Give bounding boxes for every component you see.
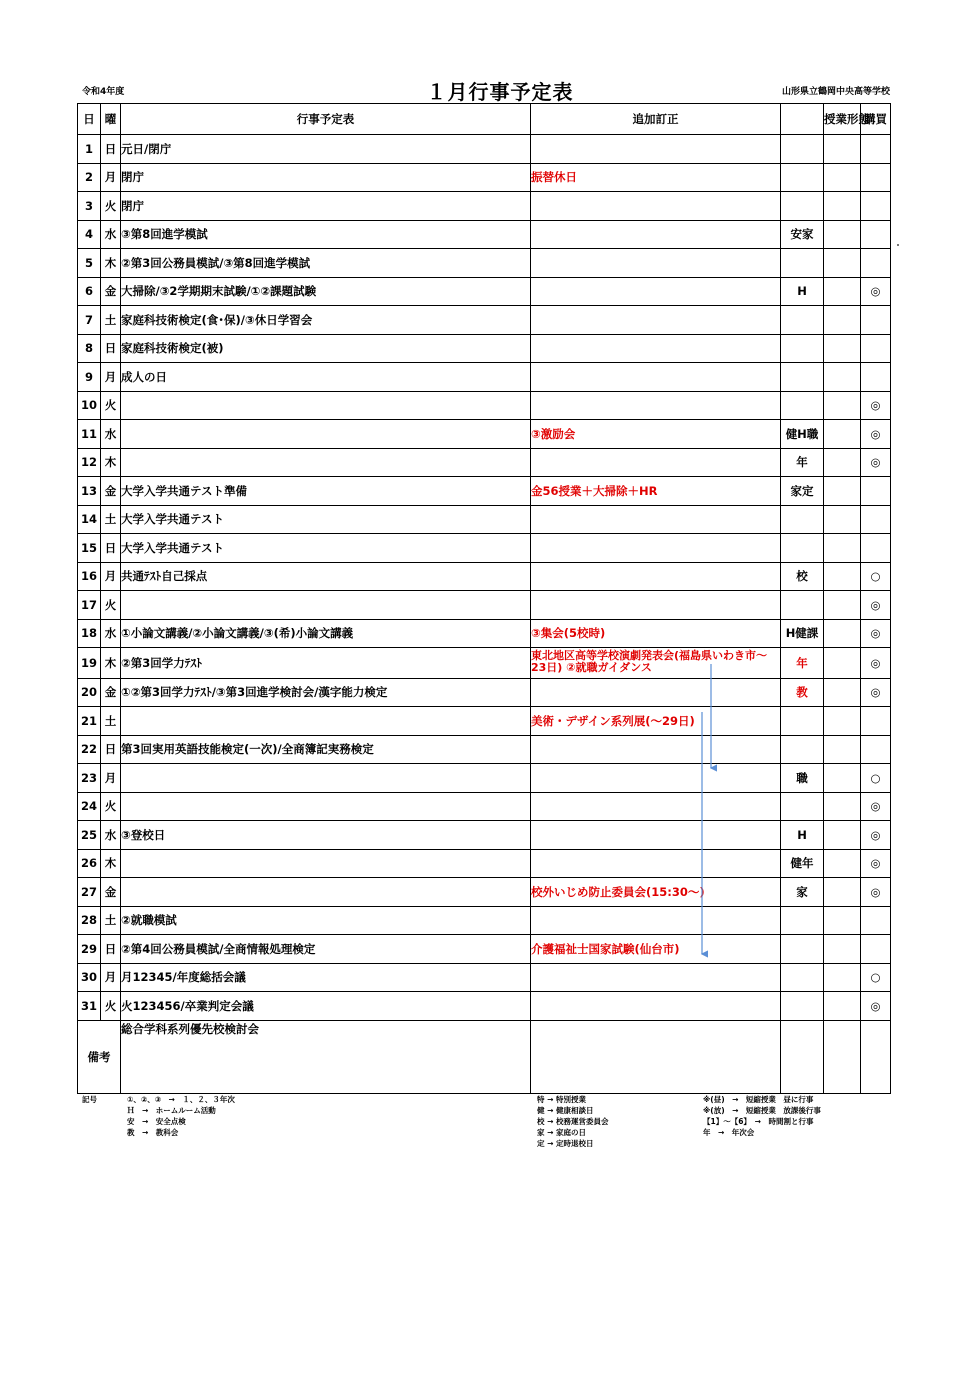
addition-cell [531,306,781,335]
table-row [78,249,891,278]
addition-cell [531,363,781,392]
event-cell: 大学入学共通テスト準備 [121,477,531,506]
addition-cell: ③激励会 [531,420,781,449]
addition-cell [531,963,781,992]
legend-item: ①、②、③ → １、２、３年次 [127,1095,235,1104]
weekday-cell: 木 [101,448,121,477]
purchase-cell [861,249,891,278]
purchase-cell: ○ [861,562,891,591]
class-type-cell [824,591,861,620]
table-row [78,935,891,964]
class-type-cell [824,878,861,907]
weekday-cell: 水 [101,220,121,249]
legend-column-2 [537,1094,609,1149]
day-cell: 16 [78,562,101,591]
event-cell: 元日/閉庁 [121,135,531,164]
event-cell: 第3回実用英語技能検定(一次)/全商簿記実務検定 [121,735,531,764]
event-cell [121,420,531,449]
weekday-cell: 金 [101,878,121,907]
weekday-cell: 水 [101,619,121,648]
kind-cell: 家定 [781,477,824,506]
weekday-cell: 水 [101,420,121,449]
purchase-cell: ◎ [861,619,891,648]
class-type-cell [824,619,861,648]
purchase-cell: ○ [861,764,891,793]
event-cell: ③登校日 [121,821,531,850]
weekday-cell: 土 [101,505,121,534]
weekday-cell: 木 [101,648,121,679]
day-cell: 4 [78,220,101,249]
legend-item: 年 → 年次会 [703,1128,755,1137]
table-header-row [78,104,891,135]
event-cell [121,764,531,793]
day-cell: 13 [78,477,101,506]
kind-cell [781,792,824,821]
purchase-cell: ◎ [861,678,891,707]
day-cell: 24 [78,792,101,821]
class-type-cell [824,792,861,821]
legend-item: 教 → 教科会 [127,1128,179,1137]
weekday-cell: 火 [101,992,121,1021]
addition-cell [531,192,781,221]
addition-cell: 振替休日 [531,163,781,192]
remarks-row [78,1020,891,1093]
class-type-cell [824,764,861,793]
table-row [78,277,891,306]
weekday-cell: 水 [101,821,121,850]
day-cell: 19 [78,648,101,679]
addition-cell: 東北地区高等学校演劇発表会(福島県いわき市～23日) ②就職ガイダンス [531,648,781,679]
header-events: 行事予定表 [121,104,531,135]
fiscal-year: 令和4年度 [82,87,125,97]
weekday-cell: 金 [101,678,121,707]
table-row [78,735,891,764]
event-cell: ②第3回公務員模試/③第8回進学模試 [121,249,531,278]
kind-cell [781,707,824,736]
table-row [78,906,891,935]
event-cell: ②第4回公務員模試/全商情報処理検定 [121,935,531,964]
weekday-cell: 土 [101,707,121,736]
addition-cell: 校外いじめ防止委員会(15:30～) [531,878,781,907]
table-row [78,192,891,221]
remarks-kind-cell [781,1020,824,1093]
kind-cell [781,534,824,563]
table-row [78,821,891,850]
addition-cell: ③集会(5校時) [531,619,781,648]
event-cell: ①②第3回学力ﾃｽﾄ/③第3回進学検討会/漢字能力検定 [121,678,531,707]
kind-cell: 健H職 [781,420,824,449]
purchase-cell [861,306,891,335]
class-type-cell [824,963,861,992]
kind-cell [781,963,824,992]
schedule-body [78,135,891,1021]
weekday-cell: 金 [101,477,121,506]
purchase-cell [861,163,891,192]
table-row [78,963,891,992]
kind-cell [781,163,824,192]
addition-cell [531,391,781,420]
table-row [78,648,891,679]
purchase-cell: ◎ [861,448,891,477]
addition-cell [531,448,781,477]
table-row [78,562,891,591]
header-day: 日 [78,104,101,135]
page-title: １月行事予定表 [426,80,574,104]
class-type-cell [824,821,861,850]
day-cell: 3 [78,192,101,221]
purchase-cell [861,505,891,534]
day-cell: 11 [78,420,101,449]
purchase-cell [861,135,891,164]
weekday-cell: 月 [101,764,121,793]
class-type-cell [824,648,861,679]
day-cell: 27 [78,878,101,907]
event-cell [121,878,531,907]
addition-cell [531,249,781,278]
event-cell: 火123456/卒業判定会議 [121,992,531,1021]
class-type-cell [824,849,861,878]
table-row [78,448,891,477]
purchase-cell [861,334,891,363]
table-row [78,678,891,707]
header-purchase: 購買 [861,104,891,135]
day-cell: 22 [78,735,101,764]
table-row [78,849,891,878]
kind-cell [781,935,824,964]
kind-cell [781,363,824,392]
weekday-cell: 火 [101,391,121,420]
weekday-cell: 火 [101,192,121,221]
class-type-cell [824,992,861,1021]
day-cell: 15 [78,534,101,563]
header-kind [781,104,824,135]
kind-cell [781,249,824,278]
table-row [78,878,891,907]
event-cell: 大学入学共通テスト [121,505,531,534]
kind-cell: 校 [781,562,824,591]
addition-cell [531,906,781,935]
legend-item: 【1】～【6】 → 時間割と行事 [703,1117,814,1126]
addition-cell [531,735,781,764]
class-type-cell [824,906,861,935]
legend-item: ※(放) → 短縮授業 放課後行事 [703,1106,821,1115]
legend-column-3 [703,1094,821,1138]
legend-item: 家 → 家庭の日 [537,1128,587,1137]
weekday-cell: 日 [101,334,121,363]
event-cell: ②第3回学力ﾃｽﾄ [121,648,531,679]
school-name: 山形県立鶴岡中央高等学校 [781,87,890,97]
table-row [78,363,891,392]
purchase-cell [861,477,891,506]
purchase-cell: ◎ [861,391,891,420]
event-cell: ①小論文講義/②小論文講義/③(希)小論文講義 [121,619,531,648]
kind-cell [781,334,824,363]
table-row [78,792,891,821]
event-cell [121,707,531,736]
weekday-cell: 火 [101,591,121,620]
event-cell: 月12345/年度総括会議 [121,963,531,992]
day-cell: 20 [78,678,101,707]
addition-cell [531,849,781,878]
purchase-cell [861,220,891,249]
legend-item: Ｈ → ホームルーム活動 [127,1106,216,1115]
purchase-cell: ◎ [861,849,891,878]
weekday-cell: 土 [101,906,121,935]
legend-item: ※(昼) → 短縮授業 昼に行事 [703,1095,814,1104]
addition-cell: 金56授業＋大掃除＋HR [531,477,781,506]
remarks-label: 備考 [78,1020,121,1093]
class-type-cell [824,735,861,764]
addition-cell [531,277,781,306]
addition-cell [531,764,781,793]
addition-cell [531,821,781,850]
table-row [78,391,891,420]
kind-cell: 安家 [781,220,824,249]
kind-cell [781,992,824,1021]
event-cell: 閉庁 [121,192,531,221]
kind-cell: 年 [781,448,824,477]
event-cell [121,391,531,420]
table-row [78,135,891,164]
legend-item: 定 → 定時退校日 [537,1139,594,1148]
header-additions: 追加訂正 [531,104,781,135]
event-cell: 大掃除/③2学期期末試験/①②課題試験 [121,277,531,306]
day-cell: 10 [78,391,101,420]
class-type-cell [824,707,861,736]
legend-item: 健 → 健康相談日 [537,1106,594,1115]
day-cell: 23 [78,764,101,793]
addition-cell [531,591,781,620]
class-type-cell [824,505,861,534]
purchase-cell [861,735,891,764]
schedule-table [77,103,891,1094]
table-row [78,163,891,192]
class-type-cell [824,562,861,591]
addition-cell [531,220,781,249]
day-cell: 17 [78,591,101,620]
addition-cell [531,334,781,363]
purchase-cell: ◎ [861,878,891,907]
purchase-cell: ◎ [861,992,891,1021]
event-cell: 閉庁 [121,163,531,192]
event-cell [121,448,531,477]
day-cell: 30 [78,963,101,992]
table-row [78,591,891,620]
kind-cell [781,135,824,164]
addition-cell [531,678,781,707]
legend-column-1 [127,1094,235,1138]
class-type-cell [824,249,861,278]
class-type-cell [824,678,861,707]
weekday-cell: 木 [101,849,121,878]
legend-item: 校 → 校務運営委員会 [537,1117,609,1126]
addition-cell: 美術・デザイン系列展(～29日) [531,707,781,736]
day-cell: 1 [78,135,101,164]
addition-cell: 介護福祉士国家試験(仙台市) [531,935,781,964]
kind-cell: 年 [781,648,824,679]
kind-cell [781,391,824,420]
event-cell: 家庭科技術検定(被) [121,334,531,363]
day-cell: 29 [78,935,101,964]
table-row [78,619,891,648]
day-cell: 18 [78,619,101,648]
addition-cell [531,505,781,534]
legend-label: 記号 [82,1095,97,1104]
day-cell: 14 [78,505,101,534]
day-cell: 7 [78,306,101,335]
weekday-cell: 月 [101,363,121,392]
weekday-cell: 土 [101,306,121,335]
day-cell: 5 [78,249,101,278]
header-weekday: 曜 [101,104,121,135]
kind-cell: 職 [781,764,824,793]
purchase-cell: ◎ [861,648,891,679]
event-cell [121,792,531,821]
purchase-cell [861,192,891,221]
addition-cell [531,792,781,821]
class-type-cell [824,363,861,392]
addition-cell [531,135,781,164]
purchase-cell: ◎ [861,821,891,850]
legend-item: 特 → 特別授業 [537,1095,587,1104]
kind-cell: H健課 [781,619,824,648]
day-cell: 31 [78,992,101,1021]
weekday-cell: 日 [101,534,121,563]
class-type-cell [824,163,861,192]
event-cell: 家庭科技術検定(食･保)/③休日学習会 [121,306,531,335]
day-cell: 8 [78,334,101,363]
day-cell: 6 [78,277,101,306]
weekday-cell: 日 [101,135,121,164]
table-row [78,306,891,335]
weekday-cell: 火 [101,792,121,821]
addition-cell [531,562,781,591]
addition-cell [531,992,781,1021]
day-cell: 2 [78,163,101,192]
kind-cell: 家 [781,878,824,907]
event-cell [121,591,531,620]
day-cell: 25 [78,821,101,850]
table-row [78,707,891,736]
purchase-cell [861,935,891,964]
weekday-cell: 木 [101,249,121,278]
header-class-type: 授業形態 [824,104,861,135]
day-cell: 9 [78,363,101,392]
class-type-cell [824,420,861,449]
class-type-cell [824,306,861,335]
kind-cell [781,591,824,620]
purchase-cell [861,707,891,736]
purchase-cell: ○ [861,963,891,992]
class-type-cell [824,534,861,563]
class-type-cell [824,935,861,964]
event-cell: 大学入学共通テスト [121,534,531,563]
purchase-cell: ◎ [861,420,891,449]
remarks-purchase-cell [861,1020,891,1093]
purchase-cell: ◎ [861,277,891,306]
table-row [78,992,891,1021]
day-cell: 28 [78,906,101,935]
kind-cell: 健年 [781,849,824,878]
purchase-cell: ◎ [861,792,891,821]
table-row [78,334,891,363]
class-type-cell [824,391,861,420]
remarks-text: 総合学科系列優先校検討会 [121,1020,531,1093]
class-type-cell [824,192,861,221]
table-row [78,477,891,506]
purchase-cell [861,906,891,935]
kind-cell [781,906,824,935]
kind-cell [781,306,824,335]
kind-cell: 教 [781,678,824,707]
weekday-cell: 月 [101,163,121,192]
day-cell: 26 [78,849,101,878]
day-cell: 12 [78,448,101,477]
class-type-cell [824,220,861,249]
table-row [78,764,891,793]
event-cell: 共通ﾃｽﾄ自己採点 [121,562,531,591]
purchase-cell [861,363,891,392]
kind-cell: H [781,277,824,306]
event-cell: ②就職模試 [121,906,531,935]
class-type-cell [824,477,861,506]
table-row [78,505,891,534]
event-cell: 成人の日 [121,363,531,392]
table-row [78,420,891,449]
event-cell [121,849,531,878]
weekday-cell: 月 [101,963,121,992]
stray-mark [897,244,899,246]
class-type-cell [824,334,861,363]
table-row [78,220,891,249]
legend-item: 安 → 安全点検 [127,1117,186,1126]
class-type-cell [824,448,861,477]
addition-cell [531,534,781,563]
event-cell: ③第8回進学模試 [121,220,531,249]
weekday-cell: 日 [101,935,121,964]
kind-cell [781,735,824,764]
table-row [78,534,891,563]
class-type-cell [824,277,861,306]
weekday-cell: 月 [101,562,121,591]
kind-cell: H [781,821,824,850]
remarks-type-cell [824,1020,861,1093]
weekday-cell: 日 [101,735,121,764]
purchase-cell: ◎ [861,591,891,620]
day-cell: 21 [78,707,101,736]
weekday-cell: 金 [101,277,121,306]
purchase-cell [861,534,891,563]
kind-cell [781,505,824,534]
kind-cell [781,192,824,221]
remarks-additions-cell [531,1020,781,1093]
class-type-cell [824,135,861,164]
